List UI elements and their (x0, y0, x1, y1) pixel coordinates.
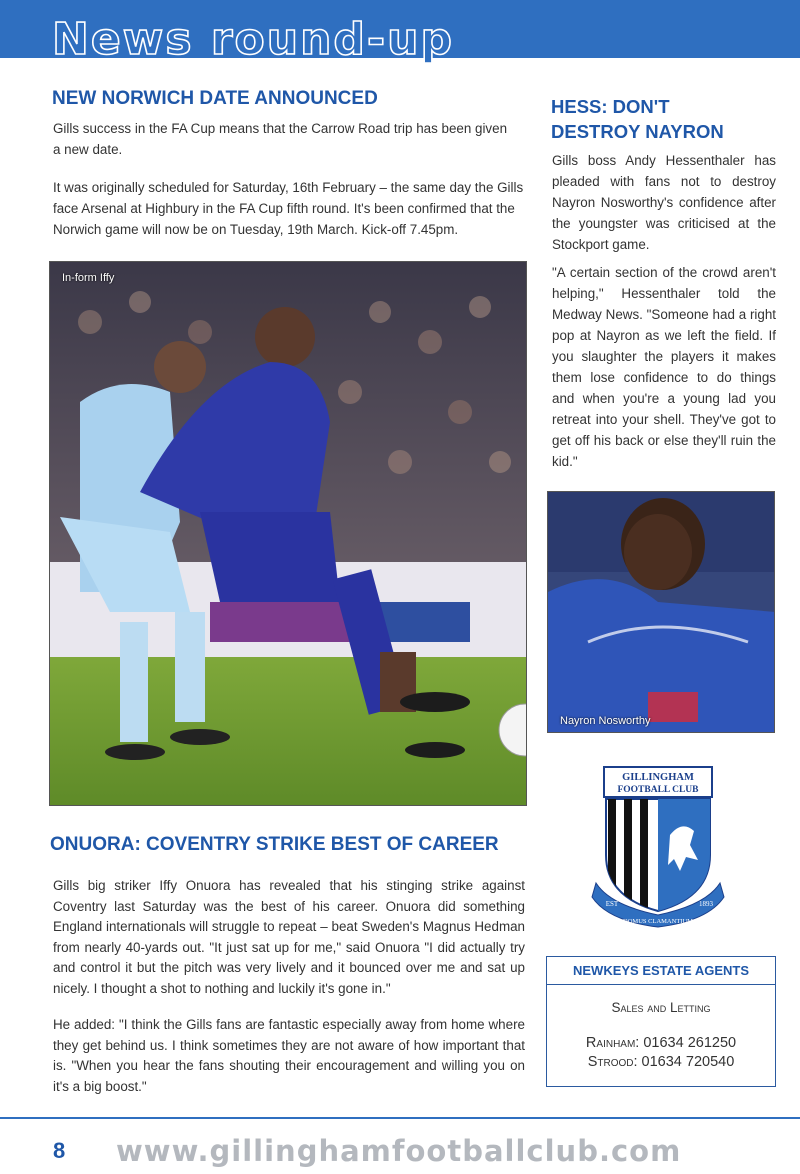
main-photo (49, 261, 527, 806)
story-hess-headline-line1: HESS: DON'T (551, 96, 670, 117)
story-norwich-headline: NEW NORWICH DATE ANNOUNCED (52, 88, 378, 109)
side-photo-image (548, 492, 775, 733)
story-hess-headline (551, 94, 724, 144)
advert-tagline: Sales and Letting (611, 1000, 711, 1015)
story-norwich-para1-line1: Gills success in the FA Cup means that the Carrow Road trip has been given (53, 121, 508, 136)
story-hess-para2: "A certain section of the crowd aren't helping," Hessenthaler told the Medway News. "Someone had a right pop at Nayron as we left the field. If you slaughter the players it makes them lose confidence to do things and when you're a young lad you retreat into your shell. They've got to get off his back or else they'll ruin the kid." (552, 265, 776, 469)
story-onuora-headline: ONUORA: COVENTRY STRIKE BEST OF CAREER (50, 834, 499, 855)
story-hess-para1: Gills boss Andy Hessenthaler has pleaded with fans not to destroy Nayron Nosworthy's confidence after the youngster was criticised at the Stockport game. (552, 153, 776, 252)
story-onuora-para1: Gills big striker Iffy Onuora has revealed that his stinging strike against Coventry last Saturday was the best of his career. Onuora did something England internationals will struggle to repeat – beat Sweden's Magnus Hedman from nearly 40-yards out. "It just sat up for me," said Onuora "I did actually try and control it but the pitch was very lively and it bounced over me and sat up nicely. I thought a shot to nothing and luckily it's gone in." (53, 878, 525, 996)
story-norwich-para2-line2: face Arsenal at Highbury in the FA Cup fifth round. It's been confirmed that the (53, 201, 515, 216)
story-norwich-para2-line3: Norwich game will now be on Tuesday, 19th March. Kick-off 7.45pm. (53, 222, 459, 237)
page-number: 8 (53, 1138, 66, 1163)
club-crest (590, 765, 726, 930)
advert-title: NEWKEYS ESTATE AGENTS (547, 957, 775, 985)
crest-est: EST (605, 900, 619, 908)
story-norwich-para2 (53, 177, 533, 240)
estate-agent-advert (546, 956, 776, 1087)
story-onuora-para2: He added: "I think the Gills fans are fantastic especially away from home where they get behind us. I think sometimes they are not aware of how important that is. "When you hear the fans shouting their encouragement and willing you on it's a big boost." (53, 1017, 525, 1094)
main-photo-image (50, 262, 527, 806)
footer-website-url: www.gillinghamfootballclub.com (116, 1134, 682, 1168)
side-photo (547, 491, 775, 733)
advert-phone-strood: Strood: 01634 720540 (587, 1054, 735, 1070)
story-hess-headline-line2: DESTROY NAYRON (551, 121, 724, 142)
footer-rule (0, 1117, 800, 1119)
story-norwich-para2-line1: It was originally scheduled for Saturday, 16th February – the same day the Gills (53, 180, 524, 195)
story-norwich-para1 (53, 118, 533, 160)
advert-phone-rainham: Rainham: 01634 261250 (585, 1035, 737, 1051)
story-norwich-para1-line2: a new date. (53, 142, 123, 157)
main-photo-caption: In-form Iffy (62, 272, 115, 284)
section-title: News round-up (52, 14, 454, 65)
crest-motto: DOMUS CLAMANTIUM (623, 918, 693, 925)
side-photo-caption: Nayron Nosworthy (560, 715, 651, 727)
crest-year: 1893 (699, 900, 713, 908)
club-crest-shield (590, 765, 726, 930)
crest-line1: GILLINGHAM (622, 772, 694, 783)
crest-line2: FOOTBALL CLUB (617, 785, 699, 795)
